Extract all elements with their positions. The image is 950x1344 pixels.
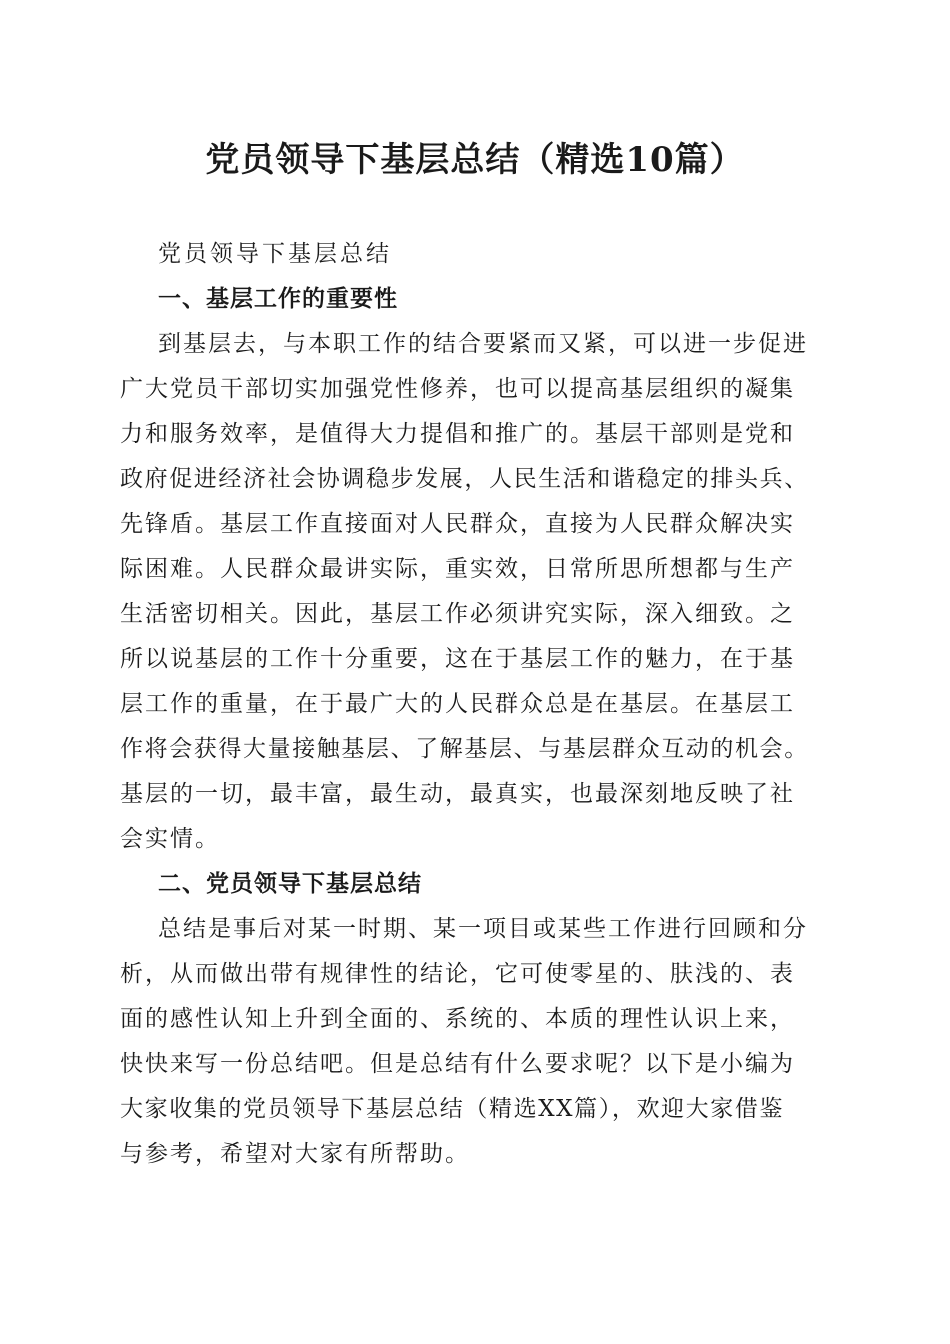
paragraph-line: 快快来写一份总结吧。但是总结有什么要求呢？以下是小编为 (120, 1051, 795, 1077)
paragraph-line: 到基层去，与本职工作的结合要紧而又紧，可以进一步促进 (158, 331, 808, 357)
document-subtitle: 党员领导下基层总结 (158, 241, 392, 267)
paragraph-line: 际困难。人民群众最讲实际，重实效，日常所思所想都与生产 (120, 556, 795, 582)
document-title: 党员领导下基层总结（精选10篇） (205, 140, 745, 180)
paragraph-line: 所以说基层的工作十分重要，这在于基层工作的魅力，在于基 (120, 646, 795, 672)
paragraph-line: 生活密切相关。因此，基层工作必须讲究实际，深入细致。之 (120, 601, 795, 627)
paragraph-line: 广大党员干部切实加强党性修养，也可以提高基层组织的凝集 (120, 376, 795, 402)
paragraph-line: 析，从而做出带有规律性的结论，它可使零星的、肤浅的、表 (120, 961, 795, 987)
paragraph-line: 层工作的重量，在于最广大的人民群众总是在基层。在基层工 (120, 691, 795, 717)
paragraph-line: 会实情。 (120, 826, 220, 852)
section-summary-paragraph (120, 907, 840, 1177)
document-body (120, 232, 840, 1177)
paragraph-line: 基层的一切，最丰富，最生动，最真实，也最深刻地反映了社 (120, 781, 795, 807)
section-importance-paragraph (120, 322, 840, 862)
paragraph-line: 总结是事后对某一时期、某一项目或某些工作进行回顾和分 (158, 916, 808, 942)
paragraph-line: 作将会获得大量接触基层、了解基层、与基层群众互动的机会。 (120, 736, 809, 762)
paragraph-line: 力和服务效率，是值得大力提倡和推广的。基层干部则是党和 (120, 421, 795, 447)
paragraph-line: 大家收集的党员领导下基层总结（精选XX篇），欢迎大家借鉴 (120, 1096, 785, 1122)
paragraph-line: 先锋盾。基层工作直接面对人民群众，直接为人民群众解决实 (120, 511, 795, 537)
paragraph-line: 面的感性认知上升到全面的、系统的、本质的理性认识上来， (120, 1006, 795, 1032)
section-heading-importance: 一、基层工作的重要性 (158, 286, 398, 312)
section-heading-summary: 二、党员领导下基层总结 (158, 871, 422, 897)
paragraph-line: 政府促进经济社会协调稳步发展，人民生活和谐稳定的排头兵、 (120, 466, 809, 492)
paragraph-line: 与参考，希望对大家有所帮助。 (120, 1141, 470, 1167)
